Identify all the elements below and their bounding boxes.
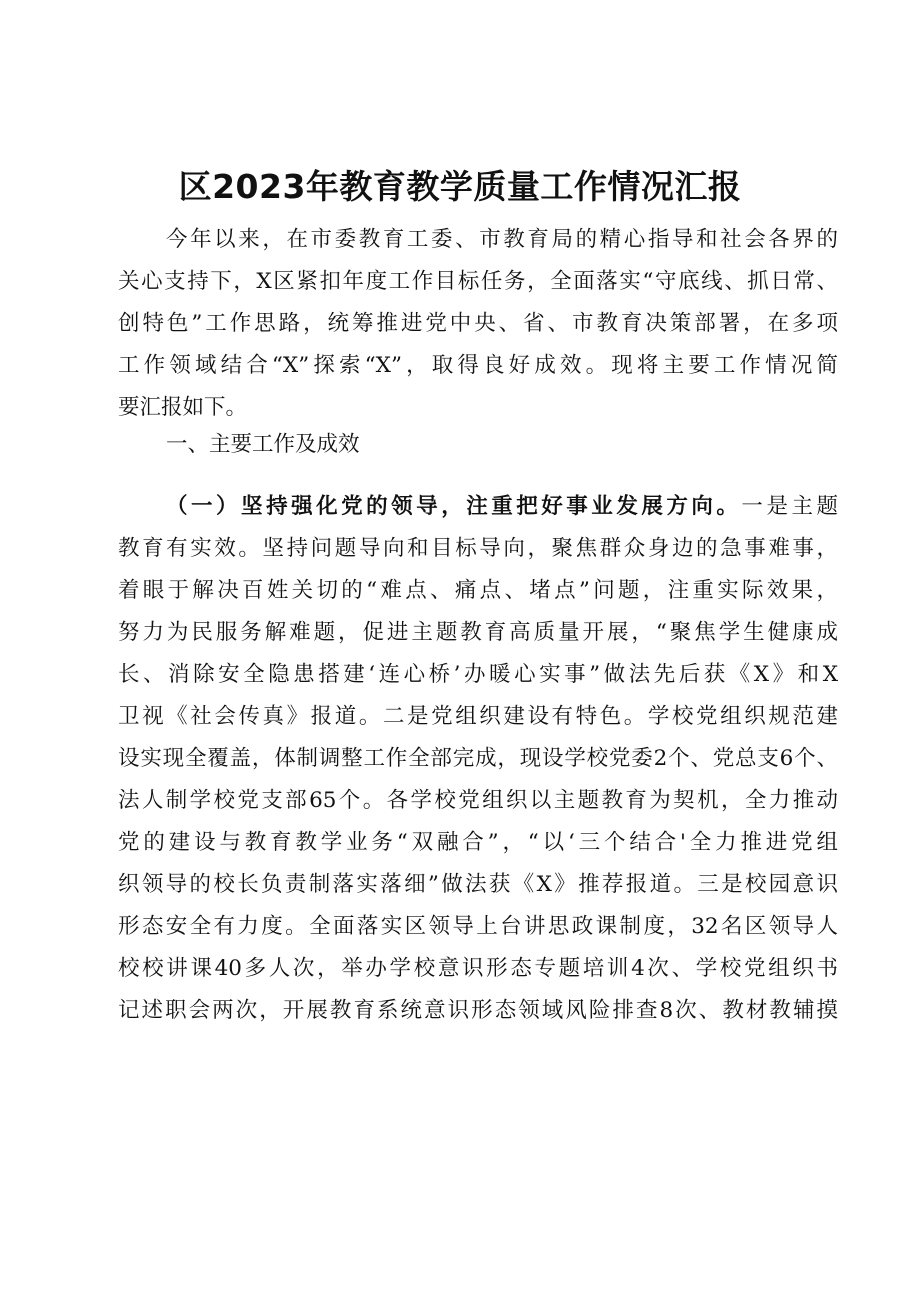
subsection-paragraph <box>118 486 838 1032</box>
paragraph-line: 工作领域结合“X”探索“X”，取得良好成效。现将主要工作情况简 <box>118 353 838 378</box>
paragraph-text: 一是主题 <box>741 494 838 519</box>
paragraph-line: 形态安全有力度。全面落实区领导上台讲思政课制度，32名区领导人 <box>118 914 838 939</box>
subsection-heading: （一）坚持强化党的领导，注重把好事业发展方向。 <box>166 494 742 519</box>
paragraph-line: 创特色”工作思路，统筹推进党中央、省、市教育决策部署，在多项 <box>118 311 838 336</box>
document-title: 区2023年教育教学质量工作情况汇报 <box>178 167 742 206</box>
paragraph-line: 设实现全覆盖，体制调整工作全部完成，现设学校党委2个、党总支6个、 <box>118 746 838 771</box>
paragraph-line: 今年以来，在市委教育工委、市教育局的精心指导和社会各界的 <box>166 227 838 252</box>
paragraph-line: 着眼于解决百姓关切的“难点、痛点、堵点”问题，注重实际效果， <box>118 578 838 603</box>
paragraph-line: 长、消除安全隐患搭建‘连心桥’办暖心实事”做法先后获《X》和X <box>118 662 838 687</box>
paragraph-line: 法人制学校党支部65个。各学校党组织以主题教育为契机，全力推动 <box>118 788 838 813</box>
paragraph-line: 关心支持下，X区紧扣年度工作目标任务，全面落实“守底线、抓日常、 <box>118 269 838 294</box>
paragraph-line: 努力为民服务解难题，促进主题教育高质量开展，“聚焦学生健康成 <box>118 620 838 645</box>
paragraph-line: 记述职会两次，开展教育系统意识形态领域风险排查8次、教材教辅摸 <box>118 998 838 1023</box>
intro-paragraph <box>118 219 838 429</box>
paragraph-line: 校校讲课40多人次，举办学校意识形态专题培训4次、学校党组织书 <box>118 956 838 981</box>
paragraph-line: 要汇报如下。 <box>118 395 248 420</box>
paragraph-line: 织领导的校长负责制落实落细”做法获《X》推荐报道。三是校园意识 <box>118 872 838 897</box>
paragraph-line: 党的建设与教育教学业务“双融合”，“以‘三个结合'全力推进党组 <box>118 830 838 855</box>
paragraph-line: 卫视《社会传真》报道。二是党组织建设有特色。学校党组织规范建 <box>118 704 838 729</box>
paragraph-line: 教育有实效。坚持问题导向和目标导向，聚焦群众身边的急事难事， <box>118 536 838 561</box>
section-heading: 一、主要工作及成效 <box>166 432 360 457</box>
paragraph-line <box>118 486 838 528</box>
